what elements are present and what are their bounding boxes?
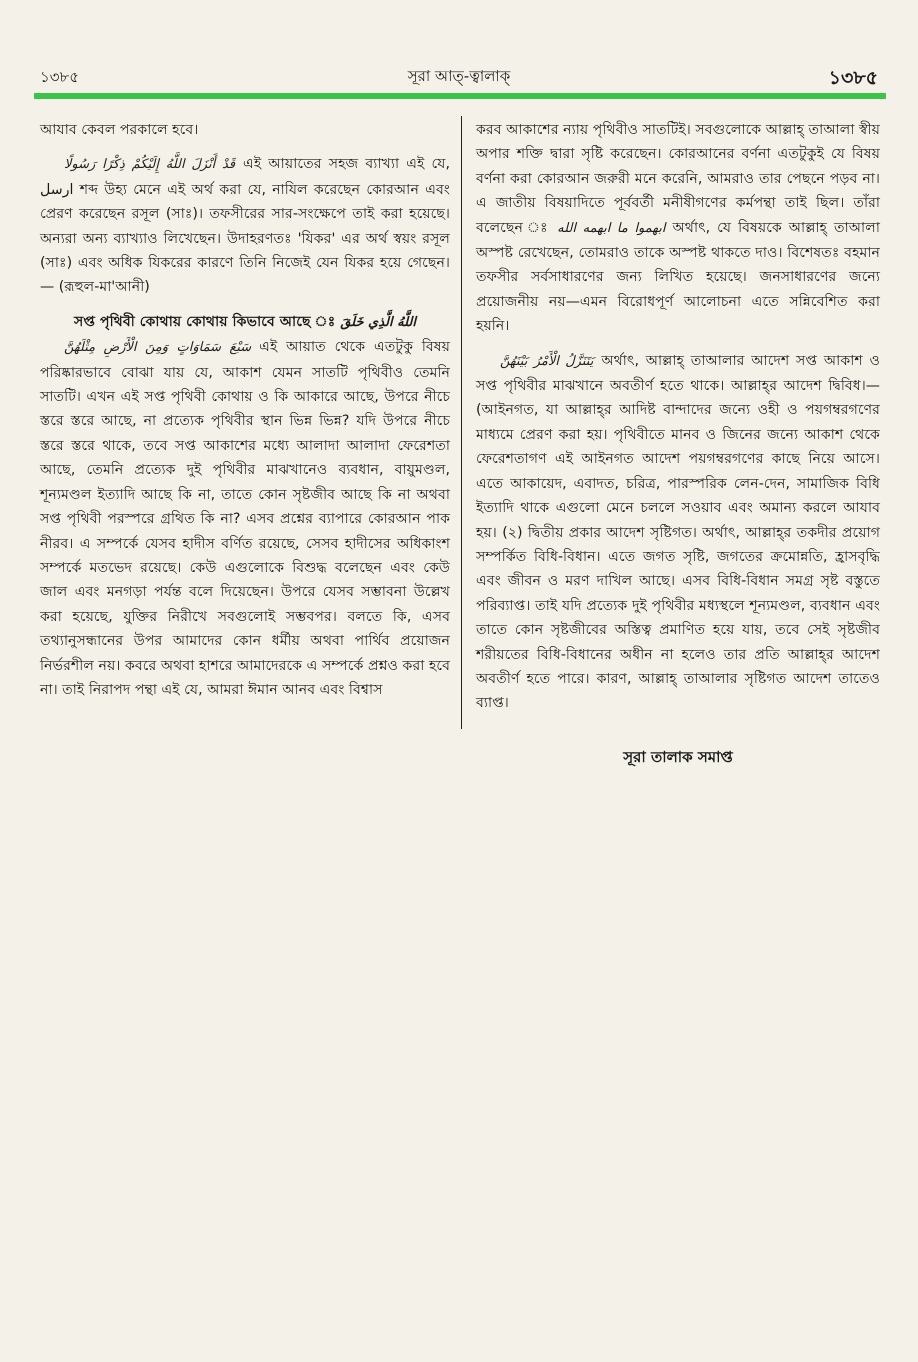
page-header — [34, 62, 884, 88]
left-column — [40, 118, 450, 702]
arabic-inline-quote: ابهموا ما ابهمه الله — [557, 220, 666, 236]
right-para-1 — [476, 118, 880, 339]
header-rule — [34, 93, 886, 99]
right-para-1-text: করব আকাশের ন্যায় পৃথিবীও সাতটিই। সবগুলোকে আল্লাহ্ তাআলা স্বীয় অপার শক্তি দ্বারা সৃষ্টি করেছেন। কোরআনের বর্ণনা এতটুকুই যে বিষয় বর্ণনা করা কোরআন জরুরী মনে করেনি, আমরাও তার পেছনে পড়ব না। এ জাতীয় বিষয়াদিতে পূর্ববর্তী মনীষীগণের কর্মপন্থা তাই ছিল। তাঁরা বলেছেন ঃ — [476, 122, 881, 236]
left-para-1: আযাব কেবল পরকালে হবে। — [40, 122, 199, 138]
right-column — [476, 118, 880, 716]
arabic-verse-2: اللَّهُ الَّذِي خَلَقَ — [340, 314, 416, 330]
running-title: সূরা আত্-ত্বালাক্ — [407, 67, 511, 85]
page-number-right: ১৩৮৫ — [828, 67, 878, 89]
section-heading — [40, 310, 450, 335]
left-para-3-text: এই আয়াত থেকে এতটুকু বিষয় পরিষ্কারভাবে বোঝা যায় যে, আকাশ যেমন সাতটি পৃথিবীও তেমনি সাতটি। এখন এই সপ্ত পৃথিবী কোথায় ও কি আকারে আছে, উপরে নীচে স্তরে স্তরে আছে, না প্রত্যেক পৃথিবীর স্থান ভিন্ন ভিন্ন? যদি উপরে নীচে স্তরে স্তরে থাকে, তবে সপ্ত আকাশের মধ্যে আলাদা আলাদা ফেরেশতা আছে, তেমনি প্রত্যেক দুই পৃথিবীর মাঝখানেও ব্যবধান, বায়ুমণ্ডল, শূন্যমণ্ডল ইত্যাদি আছে কি না, তাতে কোন সৃষ্টজীব আছে কি না অথবা সপ্ত পৃথিবী পরস্পরে গ্রথিত কি না? এসব প্রশ্নের ব্যাপারে কোরআন পাক নীরব। এ সম্পর্কে যেসব হাদীস বর্ণিত রয়েছে, সেসব হাদীসের অধিকাংশ সম্পর্কে মতভেদ রয়েছে। কেউ এগুলোকে বিশুদ্ধ বলেছেন এবং কেউ জাল এবং মনগড়া পর্যন্ত বলে দিয়েছেন। উপরে যেসব সম্ভাবনা উল্লেখ করা হয়েছে, যুক্তির নিরীখে সবগুলোই সম্ভবপর। বলতে কি, এসব তথ্যানুসন্ধানের উপর আমাদের কোন ধর্মীয় অথবা পার্থিব প্রয়োজন নির্ভরশীল নয়। কবরে অথবা হাশরে আমাদেরকে এ সম্পর্কে প্রশ্নও করা হবে না। তাই নিরাপদ পন্থা এই যে, আমরা ঈমান আনব এবং বিশ্বাস — [40, 339, 450, 698]
right-para-2 — [476, 349, 880, 716]
column-divider — [461, 116, 462, 729]
arabic-verse-1: قَدْ أَنْزَلَ اللَّهُ إِلَيْكُمْ ذِكْرًا رَسُولًا — [64, 157, 236, 173]
left-para-3 — [40, 335, 450, 702]
right-para-1b-text: অর্থাৎ, যে বিষয়কে আল্লাহ্ তাআলা অস্পষ্ট রেখেছেন, তোমরাও তাকে অস্পষ্ট থাকতে দাও। বিশেষতঃ বহমান তফসীর সর্বসাধারণের জন্য লিখিত হয়েছে। জনসাধারণের জন্যে প্রয়োজনীয় নয়—এমন বিরোধপূর্ণ আলোচনা এতে সন্নিবেশিত করা হয়নি। — [476, 219, 880, 335]
right-para-2-text: অর্থাৎ, আল্লাহ্ তাআলার আদেশ সপ্ত আকাশ ও সপ্ত পৃথিবীর মাঝখানে অবতীর্ণ হতে থাকে। আল্লাহ্‌র আদেশ দ্বিবিধ।— (আইনগত, যা আল্লাহ্‌র আদিষ্ট বান্দাদের জন্যে ওহী ও পয়গম্বরগণের মাধ্যমে প্রেরণ করা হয়। পৃথিবীতে মানব ও জিনের জন্যে আকাশ থেকে ফেরেশতাগণ এই আইনগত আদেশ পয়গম্বরগণের কাছে নিয়ে আসে। এতে আকায়েদ, এবাদত, চরিত্র, পারস্পরিক লেন-দেন, সামাজিক বিধি ইত্যাদি থাকে এগুলো মেনে চললে সওয়াব এবং অমান্য করলে আযাব হয়। (২) দ্বিতীয় প্রকার আদেশ সৃষ্টিগত। অর্থাৎ, আল্লাহ্‌র তকদীর প্রয়োগ সম্পর্কিত বিধি-বিধান। এতে জগত সৃষ্টি, জগতের ক্রমোন্নতি, হ্রাসবৃদ্ধি এবং জীবন ও মরণ দাখিল আছে। এসব বিধি-বিধান সমগ্র সৃষ্ট বস্তুতে পরিব্যাপ্ত। তাই যদি প্রত্যেক দুই পৃথিবীর মধ্যস্থলে শূন্যমণ্ডল, ব্যবধান এবং তাতে কোন সৃষ্টজীবের অস্তিত্ব প্রমাণিত হয়ে যায়, তবে সেই সৃষ্টজীব শরীয়তের বিধি-বিধানের অধীন না হলেও তার প্রতি আল্লাহ্‌র আদেশ অবতীর্ণ হতে পারে। কারণ, আল্লাহ্ তাআলার সৃষ্টিগত আদেশ তাতেও ব্যাপ্ত। — [476, 352, 880, 712]
left-para-2 — [40, 152, 450, 299]
heading-text: সপ্ত পৃথিবী কোথায় কোথায় কিভাবে আছে ঃ — [74, 313, 336, 330]
surah-end-marker: সূরা তালাক সমাপ্ত — [623, 748, 733, 766]
arabic-verse-3: سَبْعَ سَمَاوَاتٍ وَمِنَ الْأَرْضِ مِثْلَهُنَّ — [64, 340, 252, 356]
left-para-2-text: এই আয়াতের সহজ ব্যাখ্যা এই যে, ارسل শব্দ উহ্য মেনে এই অর্থ করা যে, নাযিল করেছেন কোরআন এবং প্রেরণ করেছেন রসূল (সাঃ)। তফসীরের সার-সংক্ষেপে তাই করা হয়েছে। অন্যরা অন্য ব্যাখ্যাও লিখেছেন। উদাহরণতঃ 'যিকর' এর অর্থ স্বয়ং রসূল (সাঃ) এবং অধিক যিকরের কারণে তিনি নিজেই যেন যিকর হয়ে গেছেন।— (রূহুল-মা'আনী) — [40, 156, 450, 296]
page-number-left: ১৩৮৫ — [40, 68, 79, 86]
arabic-verse-4: يَتَنَزَّلُ الْأَمْرُ بَيْنَهُنَّ — [500, 353, 594, 369]
